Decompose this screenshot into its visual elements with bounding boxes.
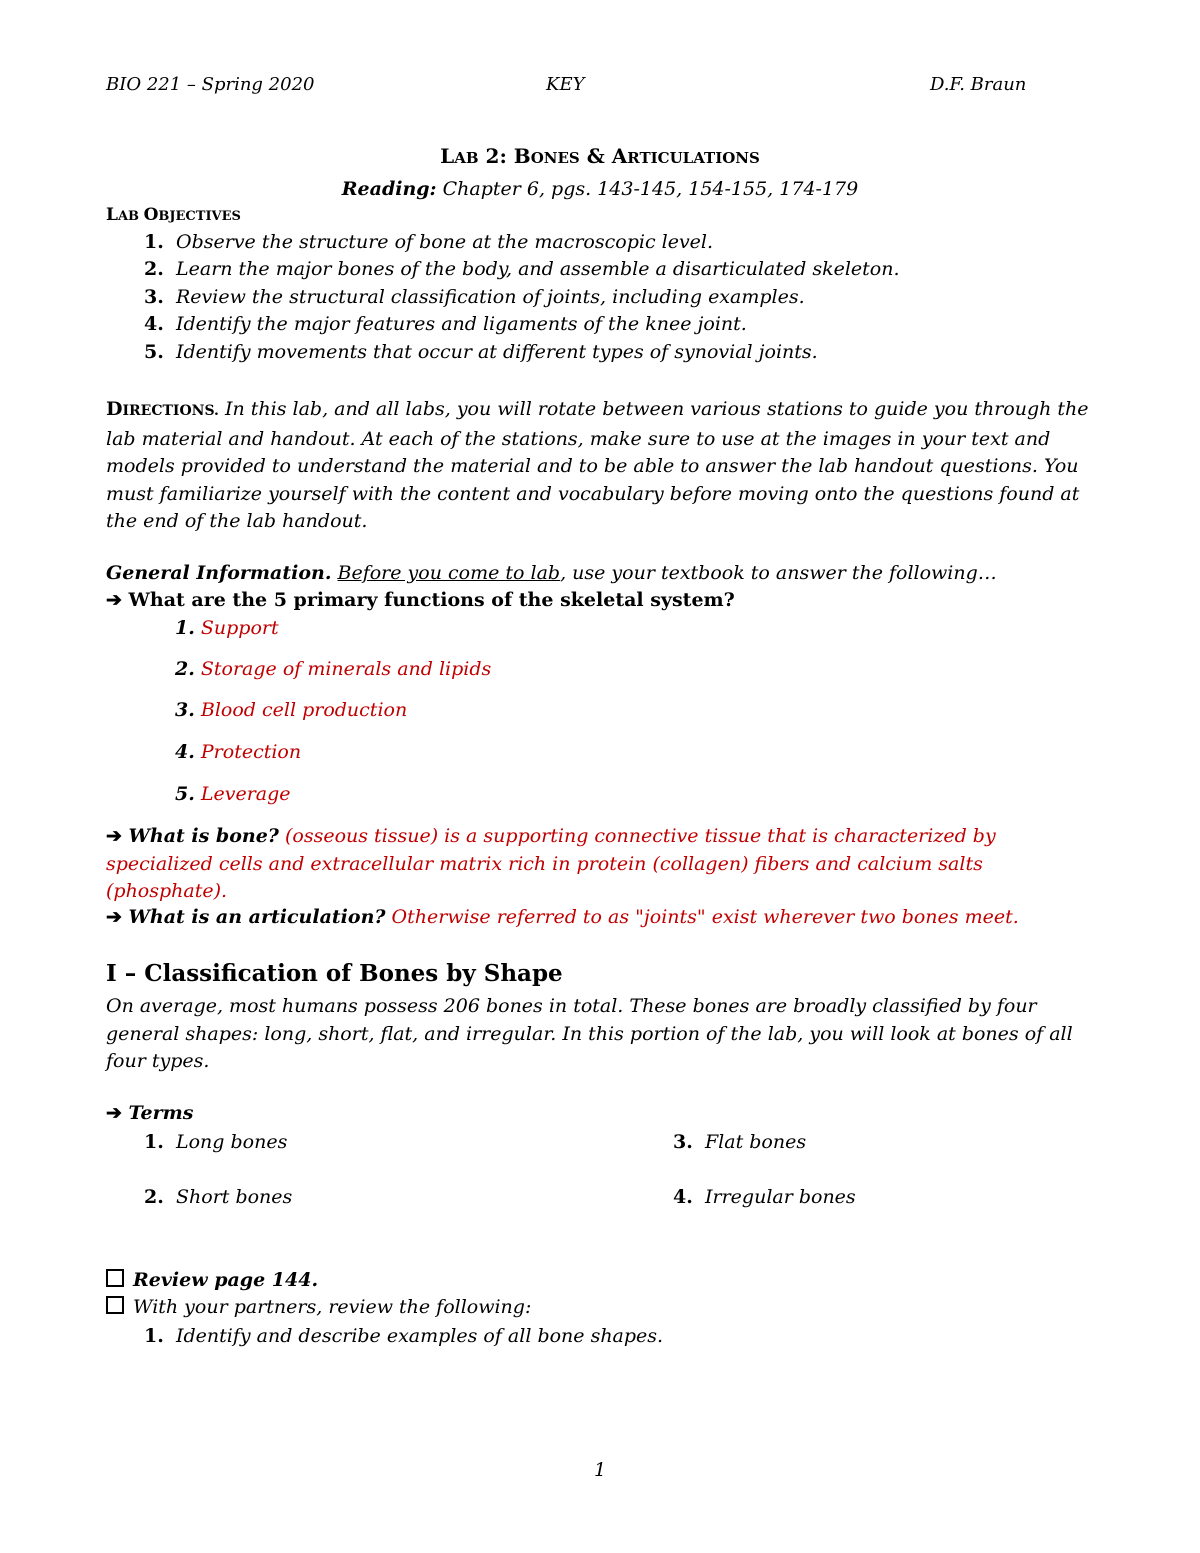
checkbox-icon[interactable] (106, 1296, 124, 1314)
answer-number: 3. (175, 699, 195, 721)
heading-part: AB (117, 209, 144, 224)
arrow-icon: ➔ (106, 825, 129, 847)
question-functions (106, 589, 735, 611)
arrow-icon: ➔ (106, 1102, 129, 1124)
page-number: 1 (593, 1459, 607, 1481)
answer-text: Leverage (194, 783, 291, 805)
question-text: What is bone? (128, 825, 279, 847)
reading-text: Chapter 6, pgs. 143-145, 154-155, 174-179 (436, 178, 859, 200)
title-part: AB (454, 149, 479, 167)
answer-text: Blood cell production (194, 699, 408, 721)
objective-number: 3. (144, 286, 164, 308)
answer-text: (osseous tissue) is a supporting connective tissue that is characterized by specialized cells and extracellular matrix rich in protein (collagen) fibers and calcium salts (phosphate). (106, 825, 996, 902)
objective-number: 4. (144, 313, 164, 335)
general-info-underlined: Before you come to lab (337, 562, 561, 584)
header-key: KEY (546, 74, 585, 95)
question-bone (106, 823, 1096, 906)
objective-number: 2. (144, 258, 164, 280)
answer-number: 1. (175, 617, 195, 639)
term-item (144, 1131, 287, 1153)
reading-line (0, 178, 1200, 200)
section-intro: On average, most humans possess 206 bones in total. These bones are broadly classified by four general shapes: long, short, flat, and irregular. In this portion of the lab, you will look at bones of all four types. (106, 995, 1073, 1072)
answer-item (175, 741, 301, 763)
checklist-review (106, 1269, 318, 1291)
answer-number: 4. (175, 741, 195, 763)
answer-text: Storage of minerals and lipids (194, 658, 492, 680)
answer-item (175, 699, 407, 721)
arrow-icon: ➔ (106, 589, 129, 611)
term-number: 1. (144, 1131, 164, 1153)
term-text: Flat bones (705, 1131, 807, 1153)
objective-text: Observe the structure of bone at the macroscopic level. (176, 231, 714, 253)
general-info-text: , use your textbook to answer the following… (560, 562, 997, 584)
term-item (673, 1186, 856, 1208)
answer-item (175, 658, 491, 680)
terms-heading (106, 1102, 193, 1124)
term-number: 4. (673, 1186, 693, 1208)
general-info-line (106, 562, 997, 584)
checkbox-icon[interactable] (106, 1269, 124, 1287)
objective-text: Identify the major features and ligaments of the knee joint. (176, 313, 747, 335)
terms-label: Terms (128, 1102, 194, 1124)
label-part: IRECTIONS. (122, 403, 219, 419)
title-part: A (611, 144, 628, 168)
answer-text: Otherwise referred to as "joints" exist wherever two bones meet. (385, 906, 1019, 928)
page-title (0, 144, 1200, 168)
term-item (144, 1186, 292, 1208)
title-part: B (513, 144, 531, 168)
answer-item (175, 617, 279, 639)
objective-item (144, 231, 713, 253)
objectives-heading (106, 205, 241, 225)
directions-label (106, 398, 219, 420)
section-heading: I – Classification of Bones by Shape (106, 960, 563, 987)
term-number: 2. (144, 1186, 164, 1208)
objective-text: Identify movements that occur at different types of synovial joints. (176, 341, 818, 363)
title-part: 2: (478, 144, 514, 168)
header-author: D.F. Braun (930, 74, 1027, 95)
title-part: L (440, 144, 455, 168)
checklist-item-text: Identify and describe examples of all bone shapes. (176, 1325, 664, 1347)
term-text: Irregular bones (705, 1186, 856, 1208)
objective-number: 1. (144, 231, 164, 253)
checklist-number: 1. (144, 1325, 164, 1347)
title-part: RTICULATIONS (627, 149, 760, 167)
arrow-icon: ➔ (106, 906, 129, 928)
question-text: What is an articulation? (128, 906, 386, 928)
objective-item (144, 258, 900, 280)
answer-text: Support (194, 617, 279, 639)
checklist-partners (106, 1296, 531, 1318)
objective-item (144, 286, 805, 308)
term-text: Short bones (176, 1186, 293, 1208)
label-part: D (106, 398, 123, 420)
answer-item (175, 783, 291, 805)
term-number: 3. (673, 1131, 693, 1153)
heading-part: BJECTIVES (158, 209, 241, 224)
header-course: BIO 221 – Spring 2020 (106, 74, 315, 95)
title-part: & (579, 144, 612, 168)
objective-item (144, 313, 747, 335)
directions-text: In this lab, and all labs, you will rotate between various stations to guide you through the lab material and handout. At each of the stations, make sure to use at the images in your text and models provided to understand the material and to be able to answer the lab handout questions. You must familiarize yourself with the content and vocabulary before moving onto the questions found at the end of the lab handout. (106, 398, 1089, 532)
checklist-text: Review page 144. (133, 1269, 319, 1291)
general-info-label: General Information. (106, 562, 332, 584)
objective-text: Review the structural classification of joints, including examples. (176, 286, 805, 308)
heading-part: L (106, 205, 118, 225)
answer-text: Protection (194, 741, 302, 763)
question-articulation (106, 906, 1019, 928)
heading-part: O (143, 205, 159, 225)
term-item (673, 1131, 806, 1153)
objective-text: Learn the major bones of the body, and assemble a disarticulated skeleton. (176, 258, 900, 280)
checklist-item (144, 1325, 663, 1347)
directions-paragraph (106, 396, 1096, 536)
question-text: What are the 5 primary functions of the skeletal system? (128, 589, 735, 611)
answer-number: 5. (175, 783, 195, 805)
checklist-text: With your partners, review the following: (133, 1296, 532, 1318)
answer-number: 2. (175, 658, 195, 680)
term-text: Long bones (176, 1131, 288, 1153)
objective-number: 5. (144, 341, 164, 363)
title-part: ONES (530, 149, 580, 167)
objective-item (144, 341, 818, 363)
reading-label: Reading: (341, 178, 437, 200)
